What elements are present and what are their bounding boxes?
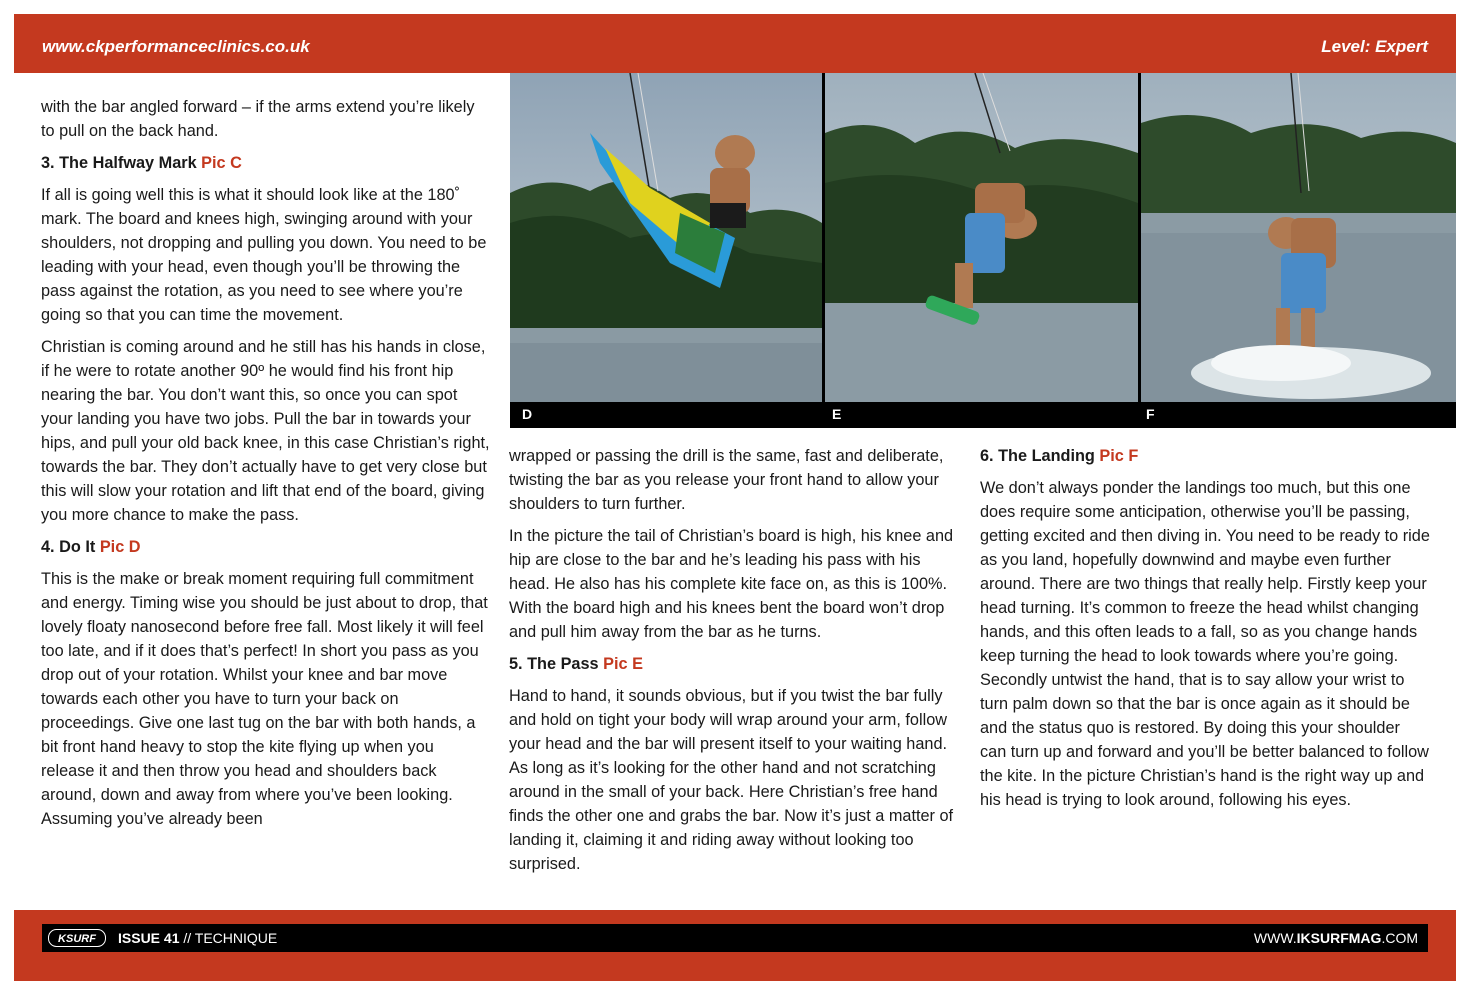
photo-caption-d: D (522, 406, 533, 422)
header-url[interactable]: www.ckperformanceclinics.co.uk (42, 37, 310, 56)
header-bar (14, 14, 1456, 73)
paragraph: If all is going well this is what it should look like at the 180˚ mark. The board and knees high, swinging around with your shoulders, not dropping and pulling you down. You need to be leading with your head, even though you’ll be throwing the pass against the rotation, as you need to see where you’re going so that you can time the movement. (41, 186, 487, 324)
heading-text: 5. The Pass (509, 655, 599, 673)
pic-reference: Pic F (1099, 447, 1139, 465)
paragraph: We don’t always ponder the landings too much, but this one does require some anticipation, otherwise you’ll be passing, getting excited and then diving in. You need to be ready to ride as you land, hopefully downwind and maybe even further around. There are two things that really help. Firstly keep your head turning. It’s common to freeze the head whilst changing hands, and this often leads to a fall, so as you change hands keep turning the head to look towards where you’re going. Secondly untwist the hand, that is to say allow your wrist to turn palm down so that the bar is once again as it should be and the status quo is restored. By doing this your shoulder can turn up and forward and you’ll be better balanced to follow the kite. In the picture Christian’s hand is the right way up and his head is trying to look around, following his eyes. (980, 479, 1430, 809)
paragraph: Hand to hand, it sounds obvious, but if you twist the bar fully and hold on tight your body will wrap around your arm, follow your head and the bar will present itself to your waiting hand. As long as it’s looking for the other hand and not scratching around in the small of your back. Here Christian’s free hand finds the other one and grabs the bar. Now it’s just a matter of landing it, claiming it and riding away without looking too surprised. (509, 687, 954, 873)
footer-strip (42, 924, 1428, 952)
heading-text: 4. Do It (41, 538, 96, 556)
footer-website-link[interactable] (1254, 930, 1418, 946)
photo-caption-e: E (832, 406, 842, 422)
site-prefix: WWW. (1253, 930, 1297, 946)
section-heading-the-landing (980, 444, 1430, 468)
photo-caption-f: F (1146, 406, 1155, 422)
paragraph: with the bar angled forward – if the arms extend you’re likely to pull on the back hand. (41, 98, 475, 140)
section-heading-do-it (41, 535, 491, 559)
paragraph: Christian is coming around and he still has his hands in close, if he were to rotate another 90º he would find his front hip nearing the bar. You don’t want this, so once you can spot your landing you have two jobs. Pull the bar in towards your hips, and pull your old back knee, in this case Christian’s right, towards the bar. They don’t actually have to get very close but this will slow your rotation and lift that end of the board, giving you more chance to make the pass. (41, 338, 490, 524)
paragraph: This is the make or break moment requiring full commitment and energy. Timing wise you should be just about to drop, that lovely floaty nanosecond before free fall. Most likely it will feel too late, and if it does that’s perfect! In short you pass as you drop out of your rotation. Whilst your knee and bar move towards each other you have to turn your back on proceedings. Give one last tug on the bar with both hands, a bit front hand heavy to stop the kite flying up when you release it and then throw you head and shoulders back around, down and away from where you’ve been looking. Assuming you’ve already been (41, 570, 488, 828)
text-column-1 (41, 95, 491, 839)
ksurf-logo-icon (48, 929, 106, 947)
heading-text: 3. The Halfway Mark (41, 154, 197, 172)
footer-issue (118, 930, 277, 946)
section-heading-the-pass (509, 652, 961, 676)
site-name: IKSURFMAG (1296, 930, 1382, 946)
photo-e (825, 73, 1138, 402)
pic-reference: Pic E (603, 655, 643, 673)
text-column-2 (509, 444, 961, 884)
heading-text: 6. The Landing (980, 447, 1095, 465)
section-heading-halfway-mark (41, 151, 491, 175)
section-name: // TECHNIQUE (179, 930, 278, 946)
paragraph: wrapped or passing the drill is the same, fast and deliberate, twisting the bar as you release your front hand to allow your shoulders to turn further. (509, 447, 944, 513)
text-column-3 (980, 444, 1430, 820)
pic-reference: Pic D (99, 538, 141, 556)
photo-d (510, 73, 822, 402)
site-suffix: .COM (1381, 930, 1418, 946)
issue-number: ISSUE 41 (118, 930, 180, 946)
footer-bar (14, 910, 1456, 981)
logo-text: KSURF (58, 933, 96, 945)
pic-reference: Pic C (201, 154, 242, 172)
header-level: Level: Expert (1321, 37, 1428, 56)
photo-f (1141, 73, 1456, 402)
photo-strip (510, 73, 1456, 428)
paragraph: In the picture the tail of Christian’s board is high, his knee and hip are close to the bar and he’s leading his pass with his head. He also has his complete kite face on, as this is 100%. With the board high and his knees bent the board won’t drop and pull him away from the bar as he turns. (509, 527, 954, 641)
